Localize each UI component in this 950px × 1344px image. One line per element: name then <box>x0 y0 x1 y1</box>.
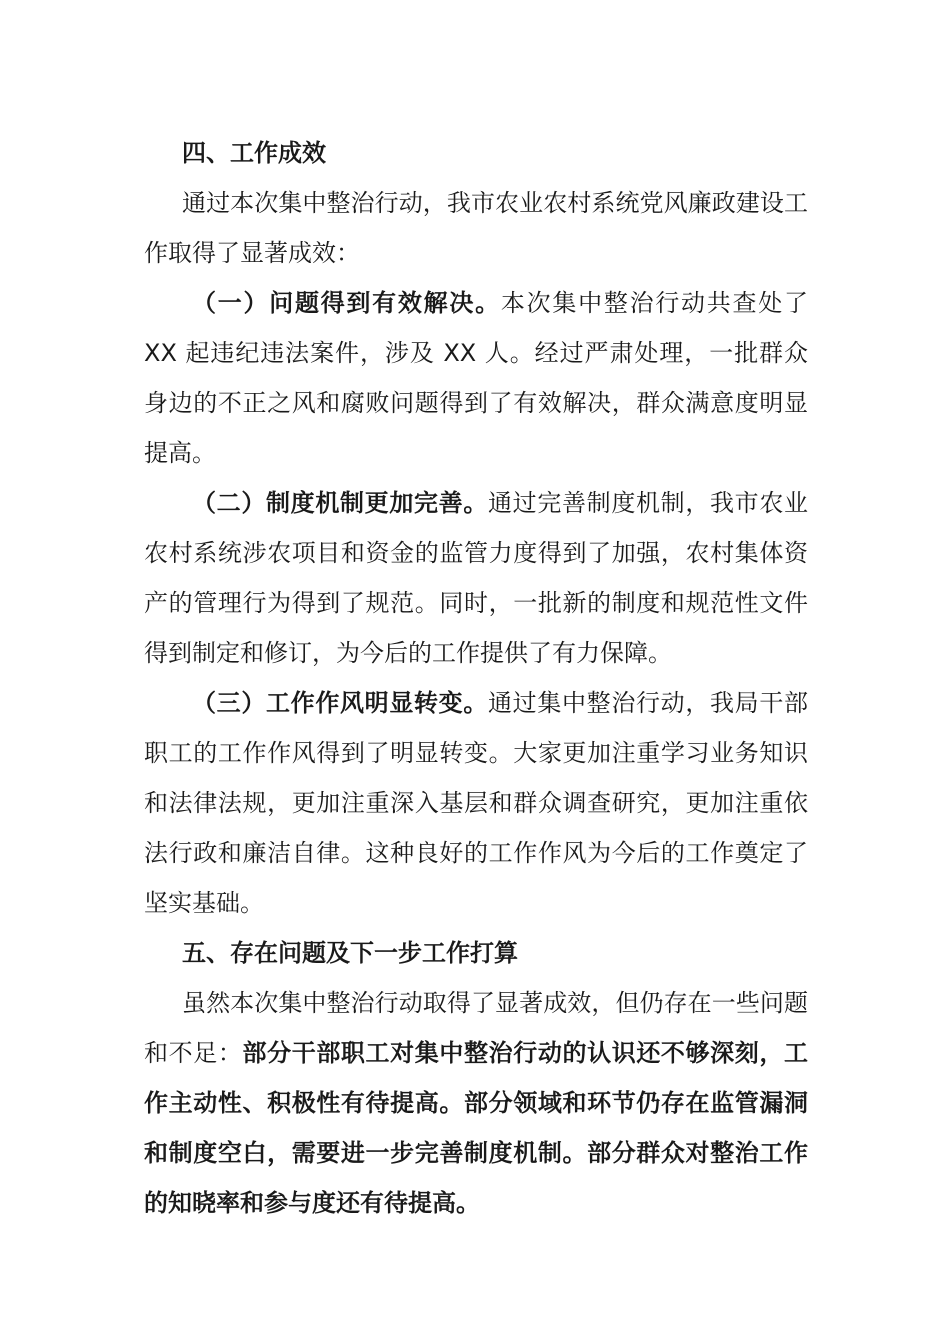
achievement-item-1 <box>144 278 808 478</box>
document-page <box>144 128 808 1228</box>
section-4-intro: 通过本次集中整治行动，我市农业农村系统党风廉政建设工作取得了显著成效： <box>144 189 808 267</box>
achievement-item-1-text: 本次集中整治行动共查处了 XX 起违纪违法案件，涉及 XX 人。经过严肃处理，一批群众身边的不正之风和腐败问题得到了有效解决，群众满意度明显提高。 <box>144 289 809 467</box>
section-5-problems: 部分干部职工对集中整治行动的认识还不够深刻，工作主动性、积极性有待提高。部分领域和环节仍存在监管漏洞和制度空白，需要进一步完善制度机制。部分群众对整治工作的知晓率和参与度还有待提高。 <box>144 1039 809 1217</box>
section-4-heading: 四、工作成效 <box>182 139 326 167</box>
achievement-item-3 <box>144 678 808 928</box>
achievement-item-3-text: 通过集中整治行动，我局干部职工的工作作风得到了明显转变。大家更加注重学习业务知识和法律法规，更加注重深入基层和群众调查研究，更加注重依法行政和廉洁自律。这种良好的工作作风为今后的工作奠定了坚实基础。 <box>144 689 808 917</box>
section-5-heading: 五、存在问题及下一步工作打算 <box>182 939 518 967</box>
achievement-item-2 <box>144 478 808 678</box>
section-5-paragraph <box>144 978 808 1228</box>
achievement-item-2-lead: （二）制度机制更加完善。 <box>192 489 488 517</box>
achievement-item-2-text: 通过完善制度机制，我市农业农村系统涉农项目和资金的监管力度得到了加强，农村集体资产的管理行为得到了规范。同时，一批新的制度和规范性文件得到制定和修订，为今后的工作提供了有力保障。 <box>144 489 808 667</box>
achievement-item-3-lead: （三）工作作风明显转变。 <box>192 689 488 717</box>
achievement-item-1-lead: （一）问题得到有效解决。 <box>192 289 501 317</box>
section-5-intro: 虽然本次集中整治行动取得了显著成效，但仍存在一些问题和不足： <box>144 989 808 1067</box>
